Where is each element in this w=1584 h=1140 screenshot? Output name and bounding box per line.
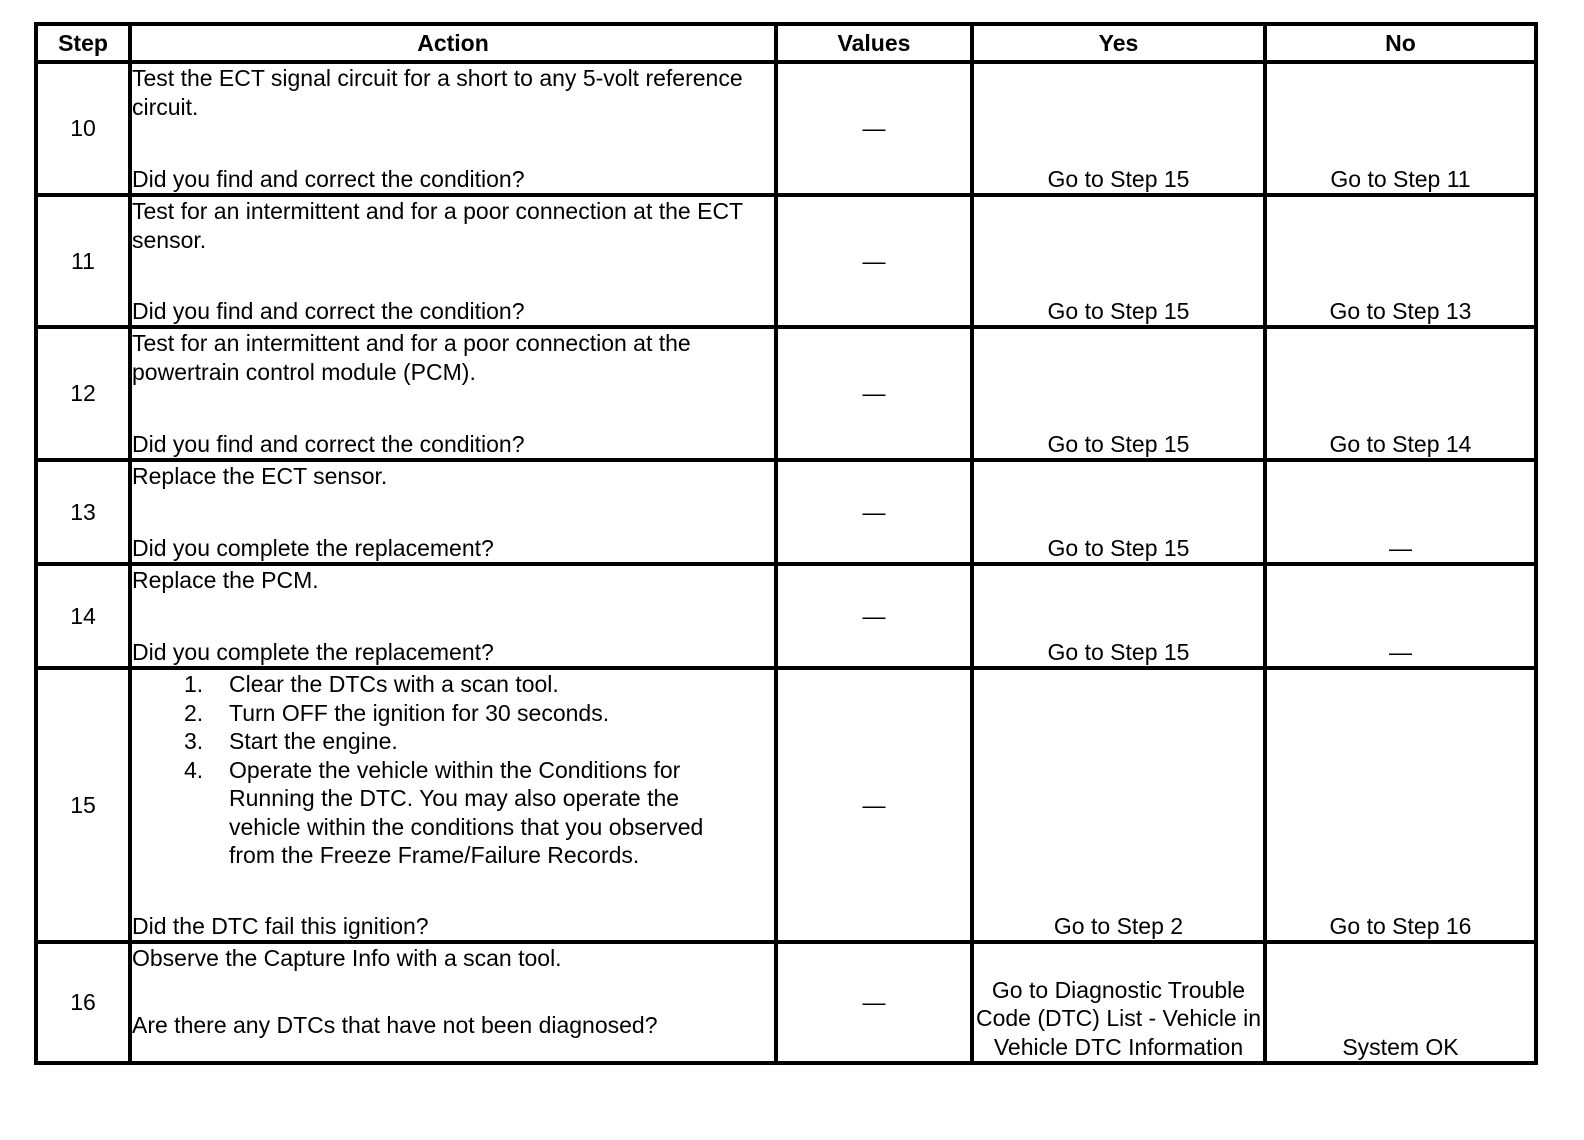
action-question: Did you find and correct the condition? — [132, 165, 525, 192]
table-row — [36, 460, 1536, 564]
table-row — [36, 668, 1536, 942]
table-row — [36, 564, 1536, 668]
action-cell — [130, 62, 776, 195]
table-row — [36, 195, 1536, 327]
action-text: Replace the ECT sensor. — [132, 463, 388, 489]
action-text: Replace the PCM. — [132, 567, 319, 593]
action-text: Test for an intermittent and for a poor connection at the powertrain control module (PCM). — [132, 330, 691, 385]
substep-number: 1. — [184, 671, 204, 697]
action-cell — [130, 564, 776, 668]
action-question: Did you complete the replacement? — [132, 638, 494, 665]
no-cell: — — [1265, 564, 1536, 668]
values-cell: — — [776, 942, 972, 1063]
yes-cell: Go to Step 2 — [972, 668, 1265, 942]
table-header-row — [36, 24, 1536, 62]
substep-number: 3. — [184, 728, 204, 754]
diagnostic-table — [34, 22, 1538, 1065]
no-cell: Go to Step 13 — [1265, 195, 1536, 327]
substep-list — [132, 670, 774, 870]
list-item — [132, 670, 774, 699]
substep-text: Operate the vehicle within the Conditions for Running the DTC. You may also operate the vehicle within the conditions that you observed from the Freeze Frame/Failure Records. — [229, 756, 704, 868]
no-cell: — — [1265, 460, 1536, 564]
action-text: Test the ECT signal circuit for a short to any 5-volt reference circuit. — [132, 65, 743, 120]
table-row — [36, 942, 1536, 1063]
step-number: 11 — [36, 195, 130, 327]
values-cell: — — [776, 62, 972, 195]
substep-text: Start the engine. — [229, 728, 398, 754]
values-cell: — — [776, 327, 972, 460]
values-cell: — — [776, 195, 972, 327]
header-action: Action — [130, 24, 776, 62]
action-cell — [130, 668, 776, 942]
yes-cell: Go to Step 15 — [972, 62, 1265, 195]
list-item — [132, 699, 774, 728]
header-values: Values — [776, 24, 972, 62]
action-cell — [130, 460, 776, 564]
step-number: 15 — [36, 668, 130, 942]
table-row — [36, 327, 1536, 460]
substep-text: Clear the DTCs with a scan tool. — [229, 671, 559, 697]
no-cell: Go to Step 11 — [1265, 62, 1536, 195]
list-item — [132, 756, 774, 870]
substep-number: 2. — [184, 699, 204, 726]
values-cell: — — [776, 564, 972, 668]
yes-cell: Go to Step 15 — [972, 195, 1265, 327]
values-cell: — — [776, 668, 972, 942]
action-question: Are there any DTCs that have not been diagnosed? — [132, 1011, 658, 1038]
header-yes: Yes — [972, 24, 1265, 62]
no-cell: Go to Step 16 — [1265, 668, 1536, 942]
action-cell — [130, 327, 776, 460]
action-text: Test for an intermittent and for a poor connection at the ECT sensor. — [132, 198, 743, 253]
step-number: 10 — [36, 62, 130, 195]
yes-cell: Go to Step 15 — [972, 564, 1265, 668]
no-cell: System OK — [1265, 942, 1536, 1063]
yes-cell[interactable]: Go to Diagnostic Trouble Code (DTC) List - Vehicle in Vehicle DTC Information — [972, 942, 1265, 1063]
step-number: 12 — [36, 327, 130, 460]
step-number: 13 — [36, 460, 130, 564]
step-number: 16 — [36, 942, 130, 1063]
yes-cell: Go to Step 15 — [972, 327, 1265, 460]
action-question: Did you complete the replacement? — [132, 534, 494, 561]
header-no: No — [1265, 24, 1536, 62]
substep-number: 4. — [184, 756, 204, 783]
yes-cell: Go to Step 15 — [972, 460, 1265, 564]
action-cell — [130, 942, 776, 1063]
action-cell — [130, 195, 776, 327]
step-number: 14 — [36, 564, 130, 668]
header-step: Step — [36, 24, 130, 62]
table-row — [36, 62, 1536, 195]
action-question: Did the DTC fail this ignition? — [132, 912, 429, 939]
action-question: Did you find and correct the condition? — [132, 430, 525, 457]
action-question: Did you find and correct the condition? — [132, 297, 525, 324]
no-cell: Go to Step 14 — [1265, 327, 1536, 460]
list-item — [132, 727, 774, 756]
values-cell: — — [776, 460, 972, 564]
action-text: Observe the Capture Info with a scan tool. — [132, 945, 562, 971]
substep-text: Turn OFF the ignition for 30 seconds. — [229, 699, 610, 726]
